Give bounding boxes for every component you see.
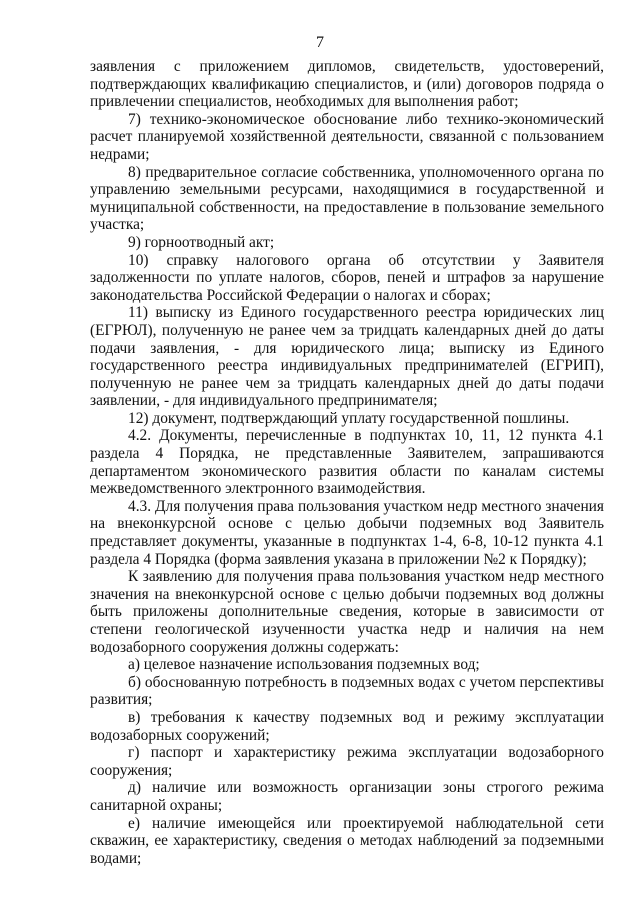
paragraph-item-9: 9) горноотводный акт; (128, 233, 275, 251)
paragraph-item-7: 7) технико-экономическое обоснование либо технико-экономический расчет планируемой хозяйственной деятельности, связанной с пользованием недрами; (90, 110, 604, 163)
paragraph-item-g: г) паспорт и характеристику режима эксплуатации водозаборного сооружения; (90, 744, 604, 779)
page-number: 7 (316, 34, 324, 51)
paragraph-item-8: 8) предварительное согласие собственника, уполномоченного органа по управлению земельными ресурсами, находящимися в государственной и муниципальной собственности, на предоставление в пользование земельного участка; (90, 163, 604, 234)
paragraph-item-a: а) целевое назначение использования подземных вод; (128, 656, 480, 674)
paragraph-item-d: д) наличие или возможность организации зоны строгого режима санитарной охраны; (90, 779, 604, 814)
paragraph-item-e: е) наличие имеющейся или проектируемой наблюдательной сети скважин, ее характеристику, сведения о методах наблюдений за подземными водами; (90, 814, 604, 867)
paragraph-continuation: заявления с приложением дипломов, свидетельств, удостоверений, подтверждающих квалификацию специалистов, и (или) договоров подряда о привлечении специалистов, необходимых для выполнения работ; (90, 58, 604, 111)
paragraph-item-v: в) требования к качеству подземных вод и режиму эксплуатации водозаборных сооружений; (90, 708, 604, 744)
paragraph-item-b: б) обоснованную потребность в подземных водах с учетом перспективы развития; (90, 673, 604, 709)
paragraph-additional-info: К заявлению для получения права пользования участком недр местного значения на внеконкурсной основе с целью добычи подземных вод должны быть приложены дополнительные сведения, которые в зависимости от степени геологической изученности участка недр и наличия на нем водозаборного сооружения должны содержать: (90, 568, 604, 656)
paragraph-section-4-2: 4.2. Документы, перечисленные в подпунктах 10, 11, 12 пункта 4.1 раздела 4 Порядка, не представленные Заявителем, запрашиваются департаментом экономического развития области по каналам системы межведомственного электронного взаимодействия. (90, 427, 604, 498)
paragraph-section-4-3: 4.3. Для получения права пользования участком недр местного значения на внеконкурсной основе с целью добычи подземных вод Заявитель представляет документы, указанные в подпунктах 1-4, 6-8, 10-12 пункта 4.1 раздела 4 Порядка (форма заявления указана в приложении №2 к Порядку); (90, 497, 604, 568)
paragraph-item-11: 11) выписку из Единого государственного реестра юридических лиц (ЕГРЮЛ), полученную не ранее чем за тридцать календарных дней до даты подачи заявления, - для юридического лица; выписку из Единого государственного реестра индивидуальных предпринимателей (ЕГРИП), полученную не ранее чем за тридцать календарных дней до даты подачи заявлении, - для индивидуального предпринимателя; (90, 304, 604, 410)
paragraph-item-10: 10) справку налогового органа об отсутствии у Заявителя задолженности по уплате налогов, сборов, пеней и штрафов за нарушение законодательства Российской Федерации о налогах и сборах; (90, 251, 604, 304)
paragraph-item-12: 12) документ, подтверждающий уплату государственной пошлины. (128, 409, 570, 427)
document-body (90, 58, 604, 867)
